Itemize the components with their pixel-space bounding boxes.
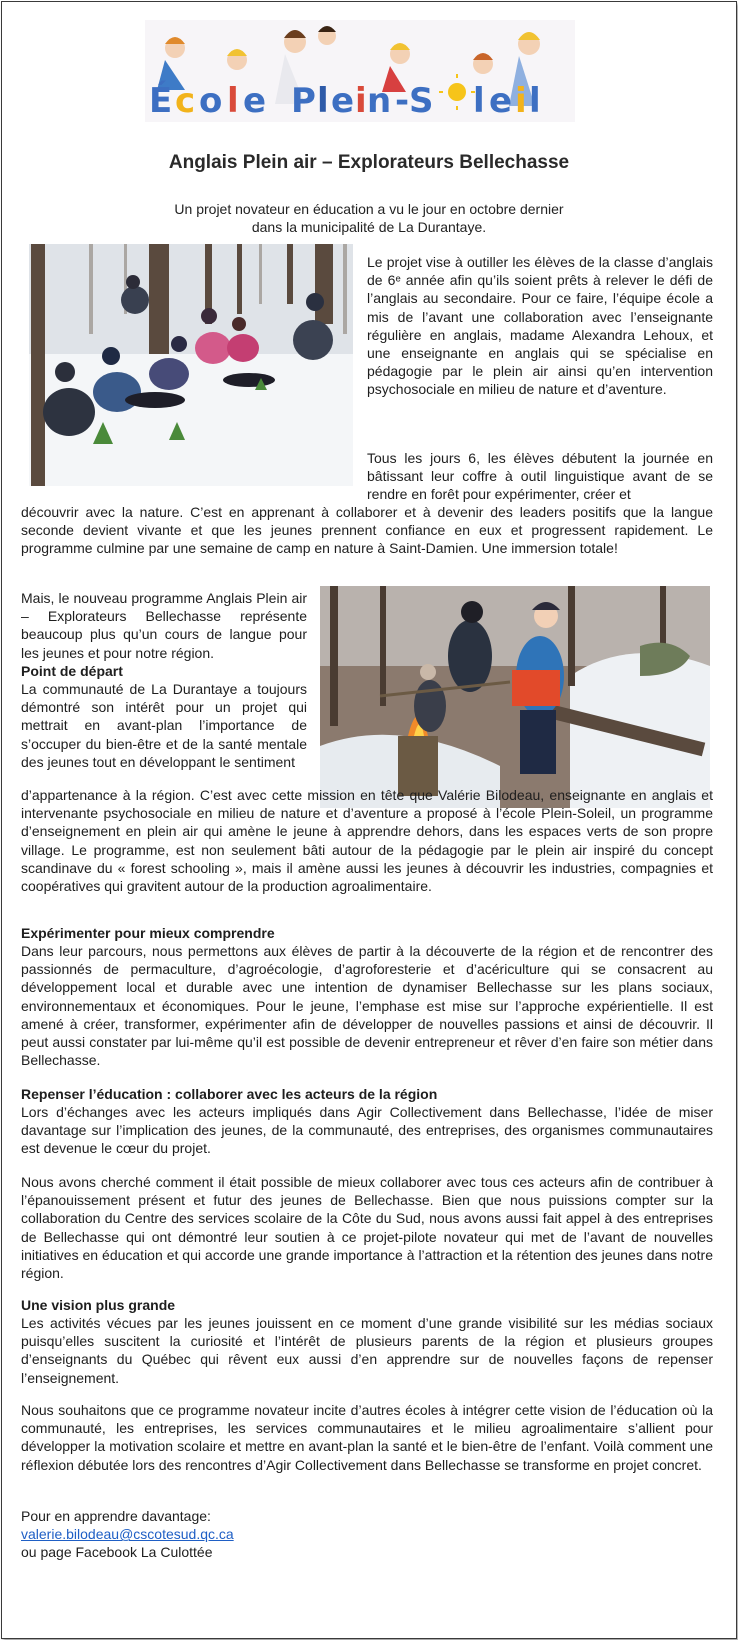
contact-block [21, 1507, 421, 1562]
paragraph-2-part-2: découvrir avec la nature. C’est en apprenant à collaborer et à devenir des leaders positifs que la langue seconde devient vivante et que les jeunes prennent confiance en eux et progressent rapidement. Le programme culmine par une semaine de camp en nature à Saint-Damien. Une immersion totale! [21, 504, 713, 557]
svg-text:l: l [529, 81, 541, 121]
svg-text:P: P [291, 81, 316, 121]
svg-text:É: É [149, 81, 173, 121]
svg-text:e: e [331, 81, 355, 121]
paragraph-5: Dans leur parcours, nous permettons aux élèves de partir à la découverte de la région et de rencontrer des passionnés de permaculture, d’agroécologie, d’agroforesterie et d’acériculture qui se consacrent au développement local et durable avec une intention de dynamiser Bellechasse sur les plans sociaux, environnementaux et économiques. Pour le jeune, l’emphase est mise sur l’approche expérientielle. Il est amené à créer, transformer, expérimenter afin de développer de nouvelles passions et ainsi de découvrir. Il peut aussi constater par lui-même qu’il est possible de devenir entrepreneur et rêver d’en faire son métier dans Bellechasse. [21, 943, 713, 1069]
svg-text:l: l [473, 81, 485, 121]
svg-text:l: l [317, 81, 329, 121]
svg-text:i: i [355, 81, 367, 121]
contact-label: Pour en apprendre davantage: [21, 1508, 211, 1524]
article-title: Anglais Plein air – Explorateurs Bellechasse [168, 152, 570, 173]
svg-text:e: e [243, 81, 267, 121]
article-intro [2, 200, 736, 236]
svg-text:o: o [199, 81, 223, 121]
intro-line-2: dans la municipalité de La Durantaye. [251, 219, 487, 235]
heading-vision: Une vision plus grande [21, 1297, 176, 1313]
svg-text:n: n [367, 81, 392, 121]
photo-campfire [320, 586, 710, 808]
intro-line-1: Un projet novateur en éducation a vu le jour en octobre dernier [174, 201, 564, 217]
contact-email-link[interactable]: valerie.bilodeau@cscotesud.qc.ca [21, 1526, 234, 1543]
paragraph-4-part-2: d’appartenance à la région. C’est avec cette mission en tête que Valérie Bilodeau, enseignante en anglais et intervenante psychosociale en milieu de nature et d’aventure a proposé à l’école Plein-Soleil, un programme d’enseignement en plein air qui amène le jeune à apprendre dehors, dans les espaces verts de son propre village. Le programme, est non seulement bâti autour de la pédagogie par le plein air inspiré du concept scandinave du « forest schooling », mais il amène aussi les jeunes à découvrir les industries, compagnies et coopératives qui gravitent autour de la production agroalimentaire. [21, 787, 713, 895]
heading-repenser: Repenser l’éducation : collaborer avec les acteurs de la région [21, 1086, 438, 1102]
svg-text:S: S [409, 81, 434, 121]
heading-point-de-depart: Point de départ [21, 663, 123, 679]
paragraph-4-part-1: La communauté de La Durantaye a toujours démontré son intérêt pour un projet qui mettrait en avant-plan l’importance de s’occuper du bien-être et de la santé mentale des jeunes tout en développant le sentiment [21, 681, 307, 770]
contact-facebook: ou page Facebook La Culottée [21, 1544, 213, 1561]
paragraph-9: Nous souhaitons que ce programme novateur incite d’autres écoles à intégrer cette vision de l’éducation où la communauté, les entreprises, les services communautaires et le milieu agroalimentaire s’allient pour développer la motivation scolaire et mettre en avant-plan la santé et le bien-être de l’enfant. Voilà comment une réflexion débutée lors des rencontres d’Agir Collectivement dans Bellechasse se transforme en projet concret. [21, 1402, 713, 1473]
svg-text:l: l [227, 81, 239, 121]
photo-students-in-snow [29, 244, 353, 486]
svg-text:e: e [489, 81, 513, 121]
paragraph-2-part-1: Tous les jours 6, les élèves débutent la journée en bâtissant leur coffre à outil linguistique avant de se rendre en forêt pour expérimenter, créer et [367, 450, 713, 503]
paragraph-1: Le projet vise à outiller les élèves de la classe d’anglais de 6ᵉ année afin qu’ils soient prêts à relever le défi de l’anglais au secondaire. Pour ce faire, l’équipe école a mis de l’avant une collaboration avec l’enseignante régulière en anglais, madame Alexandra Lehoux, et une enseignante en anglais qui se spécialise en pédagogie par le plein air ainsi qu’en intervention psychosociale en milieu de nature et d’aventure. [367, 254, 713, 398]
newsletter-page [1, 1, 737, 1639]
paragraph-7: Nous avons cherché comment il était possible de mieux collaborer avec tous ces acteurs afin de contribuer à l’épanouissement présent et futur des jeunes de Bellechasse. Bien que nous puissions compter sur la collaboration du Centre des services scolaire de la Côte du Sud, nous avons aussi fait appel à des entreprises de Bellechasse qui ont démontré leur soutien à ce projet-pilote novateur qui met de l’avant de nouvelles initiatives en éducation et qui accorde une grande importance à l’attraction et la rétention des jeunes dans notre région. [21, 1174, 713, 1282]
svg-text:i: i [515, 81, 527, 121]
svg-text:c: c [175, 81, 196, 121]
heading-experimenter: Expérimenter pour mieux comprendre [21, 925, 275, 941]
paragraph-3: Mais, le nouveau programme Anglais Plein air – Explorateurs Bellechasse représente beaucoup plus qu’un cours de langue pour les jeunes et pour notre région. [21, 590, 307, 661]
paragraph-6: Lors d’échanges avec les acteurs impliqués dans Agir Collectivement dans Bellechasse, l’idée de miser davantage sur l’implication des jeunes, de la communauté, des entreprises, des organismes communautaires est devenue le cœur du projet. [21, 1104, 713, 1157]
paragraph-8: Les activités vécues par les jeunes jouissent en ce moment d’une grande visibilité sur les médias sociaux puisqu’elles suscitent la curiosité et l’intérêt de plusieurs parents de la région et plusieurs groupes d’enseignants du Québec qui rêvent eux aussi d’en apprendre sur de nouvelles façons de repenser l’enseignement. [21, 1315, 713, 1386]
svg-text:-: - [395, 81, 410, 121]
school-logo [145, 20, 575, 122]
